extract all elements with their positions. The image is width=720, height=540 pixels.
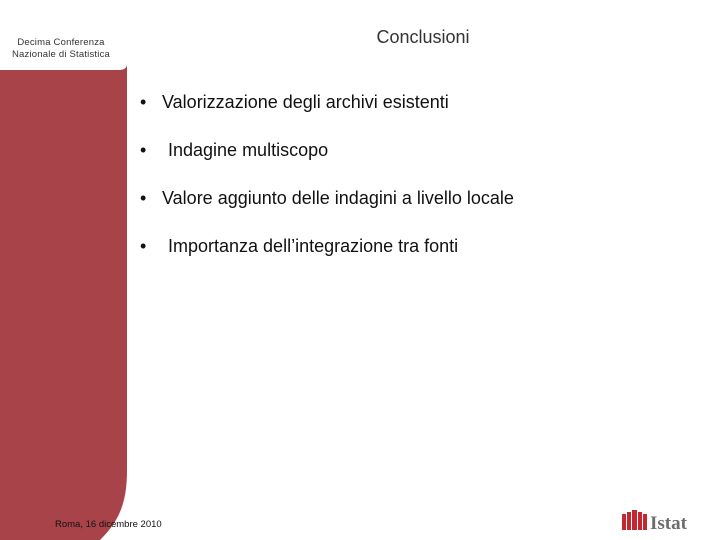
bullet-text: Valore aggiunto delle indagini a livello locale: [162, 188, 514, 208]
istat-logo-icon: [620, 508, 690, 532]
slide-title: Conclusioni: [376, 27, 470, 47]
conference-title-line2: Nazionale di Statistica: [11, 49, 111, 60]
footer-date: Roma, 16 dicembre 2010: [55, 519, 162, 530]
bullet-item: [140, 92, 449, 113]
bullet-text: Importanza dell’integrazione tra fonti: [168, 236, 459, 256]
bullet-marker: •: [140, 92, 147, 112]
bullet-marker: •: [140, 140, 147, 160]
conference-title-line1: Decima Conferenza: [17, 37, 105, 48]
bullet-text: Indagine multiscopo: [168, 140, 329, 160]
bullet-marker: •: [140, 188, 147, 208]
logo-text: Istat: [650, 513, 687, 532]
bullet-item: [140, 236, 458, 257]
bullet-text: Valorizzazione degli archivi esistenti: [162, 92, 449, 112]
bullet-item: [140, 188, 514, 209]
bullet-marker: •: [140, 236, 147, 256]
conference-title: [0, 37, 122, 61]
bullet-item: [140, 140, 328, 161]
